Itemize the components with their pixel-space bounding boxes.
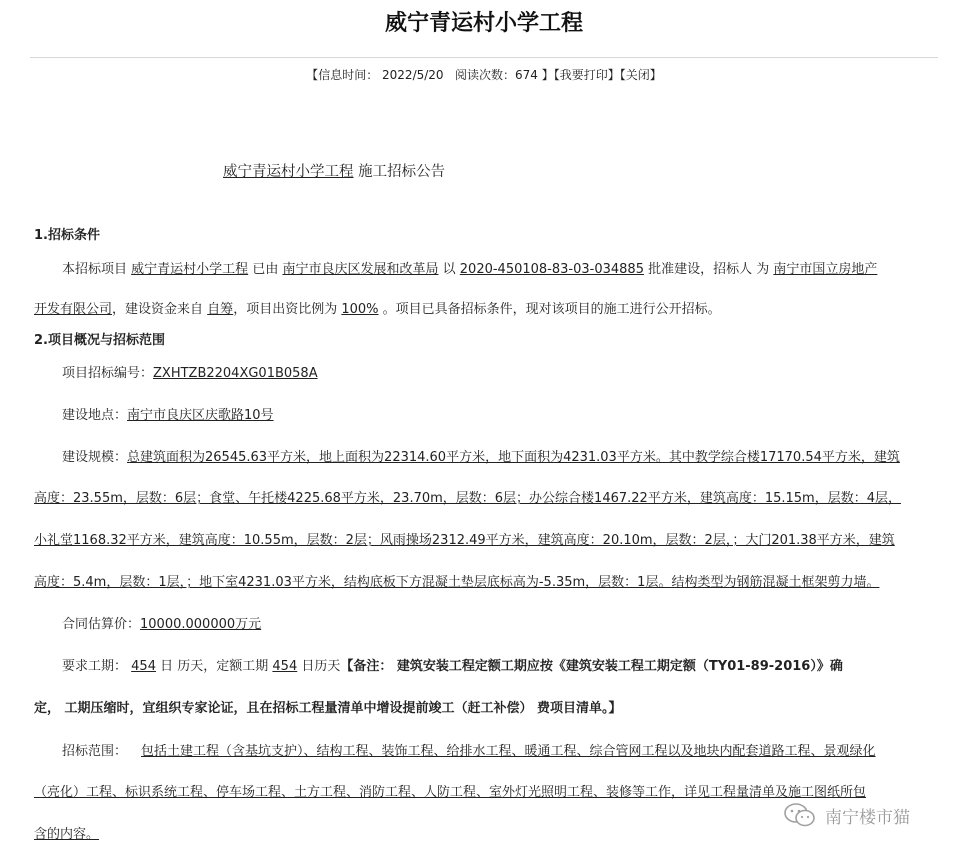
text: 日历天 <box>301 659 341 674</box>
text: 已由 <box>252 262 279 277</box>
notice-title-suffix: 施工招标公告 <box>358 164 446 180</box>
range-line-2: （亮化）工程、标识系统工程、停车场工程、土方工程、消防工程、人防工程、室外灯光照明工程、装修等工作，详见工程量清单及施工图纸所包 <box>34 785 867 800</box>
project-name: 威宁青运村小学工程 <box>131 262 249 277</box>
estimated-price-row <box>62 613 261 632</box>
quota-days: 454 <box>272 659 298 674</box>
tenderer-name-cont: 开发有限公司 <box>34 302 113 317</box>
scale-line-2: 高度：23.55m，层数：6层；食堂、午托楼4225.68平方米，23.70m，层数：6层；办公综合楼1467.22平方米，建筑高度：15.15m，层数：4层， <box>34 491 901 506</box>
meta-reads-label: 阅读次数： <box>455 68 516 82</box>
scale-line-4: 高度：5.4m，层数：1层，；地下室4231.03平方米，结构底板下方混凝土垫层底标高为-5.35m，层数：1层。结构类型为钢筋混凝土框架剪力墙。 <box>34 575 880 590</box>
section-2-heading: 2.项目概况与招标范围 <box>34 333 165 348</box>
text: 批准建设，招标人 为 <box>648 262 770 277</box>
location-value: 南宁市良庆区庆歌路10号 <box>127 408 274 423</box>
period-label: 要求工期： <box>62 659 128 674</box>
print-link[interactable]: 【我要打印】 <box>553 68 620 82</box>
section-1-para-line-1 <box>62 258 877 277</box>
meta-time-label: 信息时间： <box>318 68 379 82</box>
period-note-cont: 定， 工期压缩时，宜组织专家论证，且在招标工程量清单中增设提前竣工（赶工补偿） 费项目清单。】 <box>34 701 622 716</box>
title-divider <box>30 57 938 58</box>
period-note: 【备注： 建筑安装工程定额工期应按《建筑安装工程工期定额（TY01-89-2016）》确 <box>340 659 843 674</box>
meta-reads-count: 674 <box>515 68 538 82</box>
location-label: 建设地点： <box>62 408 128 423</box>
text: 本招标项目 <box>62 262 128 277</box>
price-label: 合同估算价： <box>62 617 141 632</box>
period-days: 454 <box>131 659 156 674</box>
price-value: 10000.000000万元 <box>140 617 262 632</box>
notice-title <box>223 160 445 181</box>
period-row <box>62 655 843 674</box>
range-text: 包括土建工程（含基坑支护）、结构工程、装饰工程、给排水工程、暖通工程、综合管网工程以及地块内配套道路工程、景观绿化 <box>141 744 876 759</box>
text: 日 历天，定额工期 <box>160 659 269 674</box>
location-row <box>62 404 274 423</box>
tender-code: ZXHTZB2204XG01B058A <box>153 366 318 381</box>
fund-ratio: 100% <box>341 302 379 317</box>
scale-line-3: 小礼堂1168.32平方米，建筑高度：10.55m，层数：2层；风雨操场2312.49平方米，建筑高度：20.10m，层数：2层，；大门201.38平方米，建筑 <box>34 533 895 548</box>
scale-line-1 <box>62 446 900 465</box>
range-line-1 <box>62 740 876 759</box>
text: 。项目已具备招标条件，现对该项目的施工进行公开招标。 <box>382 302 721 317</box>
tender-code-label: 项目招标编号： <box>62 366 154 381</box>
range-line-3: 含的内容。 <box>34 827 100 842</box>
fund-source: 自筹 <box>207 302 234 317</box>
section-1-heading: 1.招标条件 <box>34 228 100 243</box>
watermark-text: 南宁楼市猫 <box>825 807 910 828</box>
notice-project-name: 威宁青运村小学工程 <box>223 164 354 180</box>
close-link[interactable]: 【关闭】 <box>619 68 662 82</box>
scale-text: 总建筑面积为26545.63平方米，地上面积为22314.60平方米，地下面积为4231.03平方米。其中教学综合楼17170.54平方米，建筑 <box>127 450 900 465</box>
approval-authority: 南宁市良庆区发展和改革局 <box>282 262 439 277</box>
text: ，项目出资比例为 <box>233 302 338 317</box>
tenderer-name: 南宁市国立房地产 <box>773 262 878 277</box>
scale-label: 建设规模： <box>62 450 128 465</box>
approval-code: 2020-450108-83-03-034885 <box>459 262 644 277</box>
text: 以 <box>442 262 456 277</box>
meta-bracket-close: 】 <box>541 68 554 82</box>
watermark <box>783 802 910 828</box>
page-title: 威宁青运村小学工程 <box>384 10 583 36</box>
section-1-para-line-2 <box>34 298 721 317</box>
meta-date: 2022/5/20 <box>382 68 444 82</box>
tender-code-row <box>62 362 318 381</box>
meta-bracket: 【 <box>306 68 319 82</box>
wechat-icon <box>783 802 817 828</box>
range-label: 招标范围： <box>62 744 128 759</box>
text: ，建设资金来自 <box>112 302 204 317</box>
info-bar <box>0 66 968 83</box>
